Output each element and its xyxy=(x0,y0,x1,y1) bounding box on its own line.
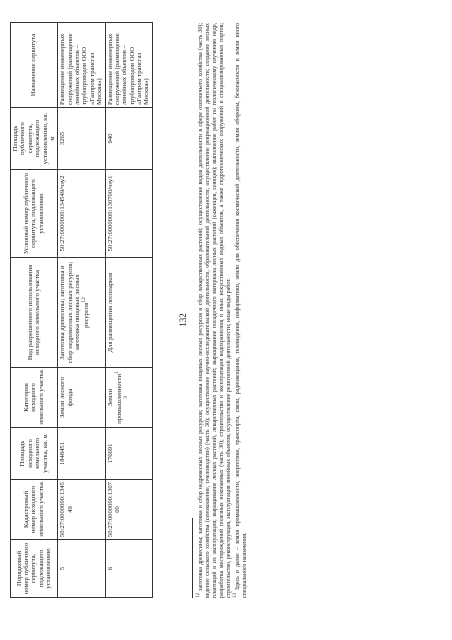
table-header-row xyxy=(11,23,58,598)
header-servitude-purpose: Назначение сервитута xyxy=(11,23,58,108)
cell-cadastral: 50:27:0000000:130700 xyxy=(105,480,152,540)
header-land-category: Категория исходного земельного участка xyxy=(11,368,58,428)
cell-servitude-area: 940 xyxy=(105,108,152,170)
cell-category xyxy=(105,368,152,428)
cell-cadastral: 50:27:0000000:134549 xyxy=(58,480,105,540)
cell-category: Земли лесного фонда xyxy=(58,368,105,428)
usage-text: Заготовка древесины; заготовка и сбор недревесных лесных ресурсов; заготовка пищевых лесных ресурсов xyxy=(59,261,91,364)
table-row xyxy=(58,23,105,598)
footnote-text: Здесь и далее – земли промышленности, энергетики, транспорта, связи, радиовещания, телевидения, информатики, земли для обеспечения космической деятельности, земли обороны, безопасности и земли иного специального назначения. xyxy=(234,23,248,598)
header-source-area: Площадь исходного земельного участка, кв. м xyxy=(11,428,58,480)
header-conditional-number: Условный номер публичного сервитута, подлежащего установлению xyxy=(11,170,58,258)
cell-usage: Для размещения лесопарков xyxy=(105,258,152,368)
header-cadastral-number: Кадастровый номер исходного земельного участка xyxy=(11,480,58,540)
cell-number: 6 xyxy=(105,540,152,598)
cell-area: 1848451 xyxy=(58,428,105,480)
footnote-12 xyxy=(196,23,233,598)
footnotes xyxy=(196,23,249,598)
footnote-mark: 13 xyxy=(232,593,238,598)
footnote-mark: 13 xyxy=(113,371,130,399)
table-row xyxy=(105,23,152,598)
cell-area: 176691 xyxy=(105,428,152,480)
header-permitted-use: Вид разрешенного использования исходного земельного участка xyxy=(11,258,58,368)
cell-usage xyxy=(58,258,105,368)
cell-number: 5 xyxy=(58,540,105,598)
cell-purpose: Размещение инженерных сооружений (размещение линейных объектов – трубопроводов ООО «Газпром трансгаз Москва») xyxy=(105,23,152,108)
cell-purpose: Размещение инженерных сооружений (размещение линейных объектов – трубопроводов ООО «Газпром трансгаз Москва») xyxy=(58,23,105,108)
footnote-mark: 12 xyxy=(81,297,88,303)
cell-conditional-number: 50:27:0000000:134549/чзу2 xyxy=(58,170,105,258)
servitude-table xyxy=(10,22,153,598)
footnote-13 xyxy=(233,23,249,598)
cell-servitude-area: 3265 xyxy=(58,108,105,170)
footnote-divider xyxy=(192,518,193,598)
category-text: Земли промышленности xyxy=(106,374,124,424)
footnote-mark: 12 xyxy=(196,593,201,598)
footnote-text: заготовка древесины; заготовка и сбор недревесных лесных ресурсов; заготовка пищевых лесных ресурсов и сбор лекарственных растений; осуществление видов деятельности в сфере охотничьего хозяйства (часть 30); ведение сельского хозяйства (сенокошение, пчеловодство) (часть 30); осуществление научно-исследовательской деятельности, образовательной деятельности; осуществление рекреационной деятельности; создание лесных плантаций и их эксплуатация; выращивание лесных растений, лекарственных растений; выращивание посадочного материала лесных растений (саженцев, сеянцев); выполнение работ по геологическому изучению недр, разработка месторождений полезных ископаемых (часть 30); строительство и эксплуатация водохранилищ и иных искусственных водных объектов, а также гидротехнических сооружений и специализированных портов; строительство, реконструкция, эксплуатация линейных объектов; осуществление религиозной деятельности; иные виды работ. xyxy=(197,23,232,598)
page-number: 132 xyxy=(178,313,188,327)
header-servitude-number: Порядковый номер публичного сервитута, подлежащего установлению xyxy=(11,540,58,598)
header-servitude-area: Площадь публичного сервитута, подлежащего установлению, кв. м xyxy=(11,108,58,170)
cell-conditional-number: 50:27:0000000:130700/чзу1 xyxy=(105,170,152,258)
